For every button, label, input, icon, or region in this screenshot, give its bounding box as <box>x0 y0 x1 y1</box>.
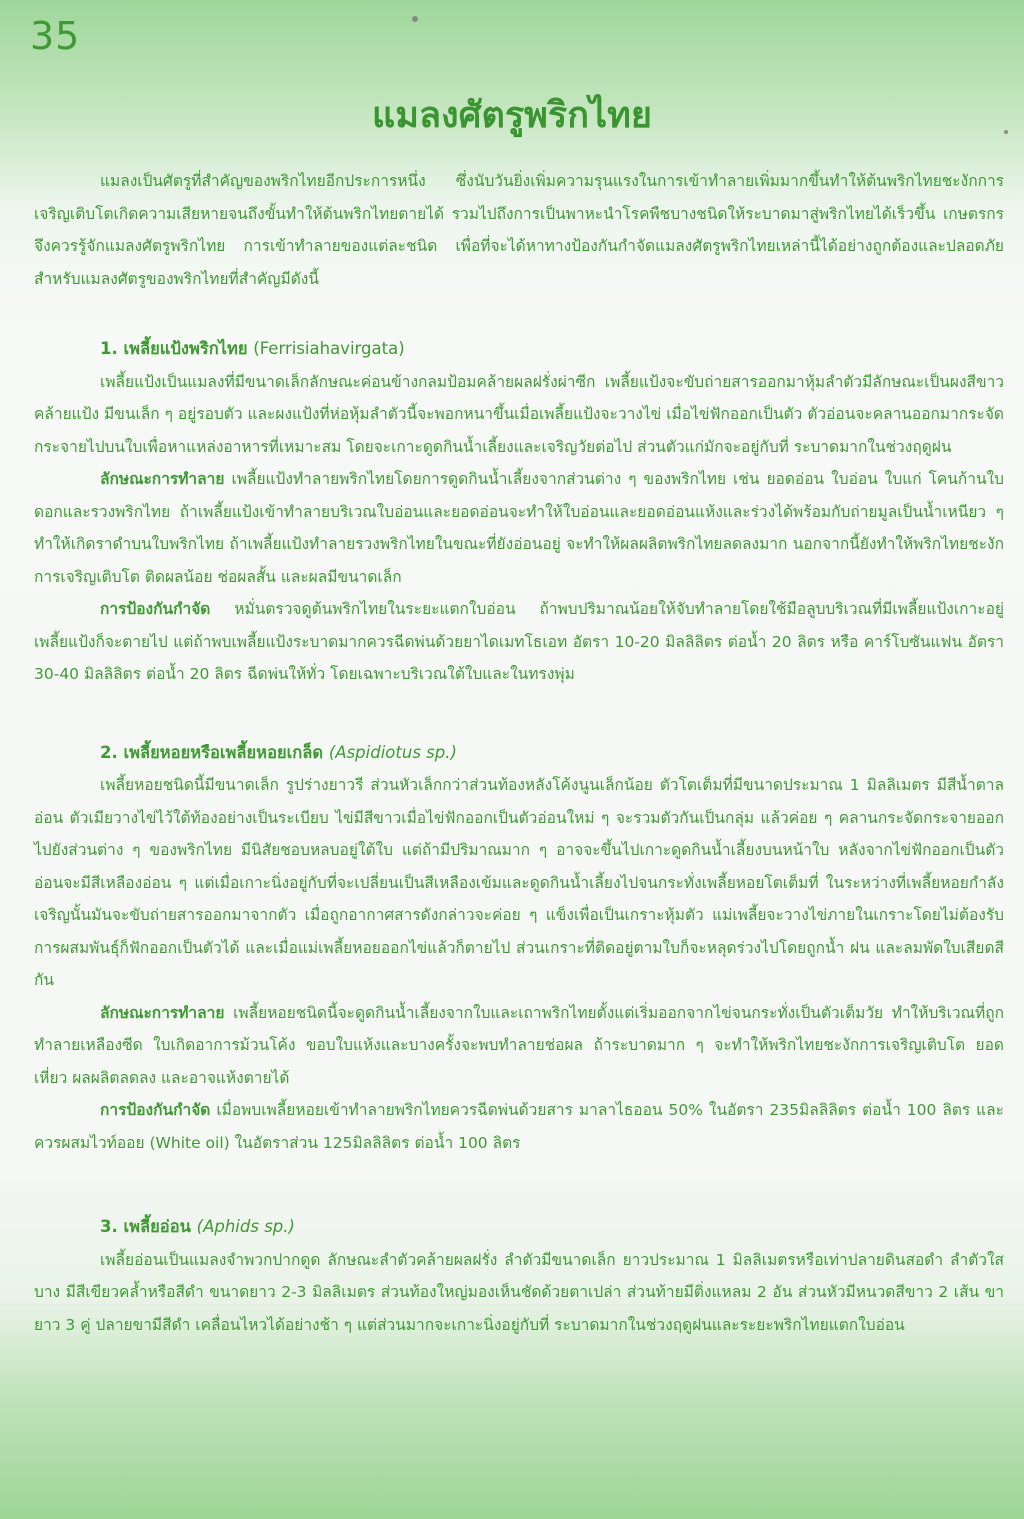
article-body <box>34 165 1004 1341</box>
section-heading-aphid <box>34 1211 1004 1244</box>
control-paragraph <box>34 1094 1004 1159</box>
section-description: เพลี้ยแป้งเป็นแมลงที่มีขนาดเล็กลักษณะค่อนข้างกลมป้อมคล้ายผลฝรั่งผ่าซีก เพลี้ยแป้งจะขับถ่ายสารออกมาหุ้มลำตัวมีลักษณะเป็นผงสีขาวคล้ายแป้ง มีขนเล็ก ๆ อยู่รอบตัว และผงแป้งที่ห่อหุ้มลำตัวนี้จะพอกหนาขึ้นเมื่อเพลี้ยแป้งจะวางไข่ เมื่อไข่ฟักออกเป็นตัว ตัวอ่อนจะคลานออกมากระจัดกระจายไปบนใบเพื่อหาแหล่งอาหารที่เหมาะสม โดยจะเกาะดูดกินน้ำเลี้ยงและเจริญวัยต่อไป ส่วนตัวแก่มักจะอยู่กับที่ ระบาดมากในช่วงฤดูฝน <box>34 372 1004 456</box>
scientific-name: (Aphids sp.) <box>196 1217 295 1236</box>
control-text: เมื่อพบเพลี้ยหอยเข้าทำลายพริกไทยควรฉีดพ่นด้วยสาร มาลาไธออน 50% ในอัตรา 235มิลลิลิตร ต่อน้ำ 100 ลิตร และควรผสมไวท์ออย (White oil) ในอัตราส่วน 125มิลลิลิตร ต่อน้ำ 100 ลิตร <box>34 1101 1004 1152</box>
damage-label: ลักษณะการทำลาย <box>100 470 225 488</box>
page-title: แมลงศัตรูพริกไทย <box>372 95 652 136</box>
section-description: เพลี้ยหอยชนิดนี้มีขนาดเล็ก รูปร่างยาวรี ส่วนหัวเล็กกว่าส่วนท้องหลังโค้งนูนเล็กน้อย ตัวโตเต็มที่มีขนาดประมาณ 1 มิลลิเมตร มีสีน้ำตาลอ่อน ตัวเมียวางไข่ไว้ใต้ท้องอย่างเป็นระเบียบ ไข่มีสีขาวเมื่อไข่ฟักออกเป็นตัวอ่อนใหม่ ๆ จะรวมตัวกันเป็นกลุ่ม แล้วค่อย ๆ คลานกระจัดกระจายออกไปยังส่วนต่าง ๆ ของพริกไทย มีนิสัยชอบหลบอยู่ใต้ใบ แต่ถ้ามีปริมาณมาก ๆ อาจจะขึ้นไปเกาะดูดกินน้ำเลี้ยงบนหน้าใบ หลังจากไข่ฟักออกเป็นตัวอ่อนจะมีสีเหลืองอ่อน ๆ แต่เมื่อเกาะนิ่งอยู่กับที่จะเปลี่ยนเป็นสีเหลืองเข้มและดูดกินน้ำเลี้ยงไปจนกระทั่งเพลี้ยหอยโตเต็มที่ ในระหว่างที่เพลี้ยหอยกำลังเจริญนั้นมันจะขับถ่ายสารออกมาจากตัว เมื่อถูกอากาศสารดังกล่าวจะค่อย ๆ แข็งเพื่อเป็นเกราะหุ้มตัว แม่เพลี้ยจะวางไข่ภายในเกราะโดยไม่ต้องรับการผสมพันธุ์ก็ฟักออกเป็นตัวได้ และเมื่อแม่เพลี้ยหอยออกไข่แล้วก็ตายไป ส่วนเกราะที่ติดอยู่ตามใบก็จะหลุดร่วงไปโดยถูกน้ำ ฝน และลมพัดใบเสียดสีกัน <box>34 776 1004 989</box>
control-label: การป้องกันกำจัด <box>100 1101 211 1119</box>
section-title: 3. เพลี้ยอ่อน <box>100 1217 191 1236</box>
section-title: 2. เพลี้ยหอยหรือเพลี้ยหอยเกล็ด <box>100 742 324 762</box>
section-title: 1. เพลี้ยแป้งพริกไทย <box>100 339 248 358</box>
page-number: 35 <box>30 14 81 58</box>
damage-paragraph <box>34 997 1004 1095</box>
damage-paragraph <box>34 463 1004 593</box>
control-text: หมั่นตรวจดูต้นพริกไทยในระยะแตกใบอ่อน ถ้าพบปริมาณน้อยให้จับทำลายโดยใช้มือลูบบริเวณที่มีเพลี้ยแป้งเกาะอยู่ เพลี้ยแป้งก็จะตายไป แต่ถ้าพบเพลี้ยแป้งระบาดมากควรฉีดพ่นด้วยยาไดเมทโธเอท อัตรา 10-20 มิลลิลิตร ต่อน้ำ 20 ลิตร หรือ คาร์โบซันแฟน อัตรา 30-40 มิลลิลิตร ต่อน้ำ 20 ลิตร ฉีดพ่นให้ทั่ว โดยเฉพาะบริเวณใต้ใบและในทรงพุ่ม <box>34 600 1004 683</box>
control-paragraph <box>34 593 1004 691</box>
section-heading-mealybug <box>34 333 1004 366</box>
damage-label: ลักษณะการทำลาย <box>100 1003 225 1022</box>
damage-text: เพลี้ยหอยชนิดนี้จะดูดกินน้ำเลี้ยงจากใบและเถาพริกไทยตั้งแต่เริ่มออกจากไข่จนกระทั่งเป็นตัวเต็มวัย ทำให้บริเวณที่ถูกทำลายเหลืองซีด ใบเกิดอาการม้วนโค้ง ขอบใบแห้งและบางครั้งจะพบทำลายช่อผล ถ้าระบาดมาก ๆ จะทำให้พริกไทยชะงักการเจริญเติบโต ยอดเหี่ยว ผลผลิตลดลง และอาจแห้งตายได้ <box>34 1003 1004 1087</box>
scan-speck <box>1004 130 1008 134</box>
damage-text: เพลี้ยแป้งทำลายพริกไทยโดยการดูดกินน้ำเลี้ยงจากส่วนต่าง ๆ ของพริกไทย เช่น ยอดอ่อน ใบอ่อน ใบแก่ โคนก้านใบ ดอกและรวงพริกไทย ถ้าเพลี้ยแป้งเข้าทำลายบริเวณใบอ่อนและยอดอ่อนจะทำให้ใบอ่อนและยอดอ่อนแห้งและร่วงได้พร้อมกับถ่ายมูลเป็นน้ำเหนียว ๆ ทำให้เกิดราดำบนใบพริกไทย ถ้าเพลี้ยแป้งทำลายรวงพริกไทยในขณะที่ยังอ่อนอยู่ จะทำให้ผลผลิตพริกไทยลดลงมาก นอกจากนี้ยังทำให้พริกไทยชะงักการเจริญเติบโต ติดผลน้อย ช่อผลสั้น และผลมีขนาดเล็ก <box>34 470 1004 586</box>
scan-speck <box>412 16 418 22</box>
scientific-name: (Aspidiotus sp.) <box>328 742 457 762</box>
section-heading-scale-insect <box>34 737 1004 770</box>
control-label: การป้องกันกำจัด <box>100 600 211 618</box>
intro-paragraph: แมลงเป็นศัตรูที่สำคัญของพริกไทยอีกประการหนึ่ง ซึ่งนับวันยิ่งเพิ่มความรุนแรงในการเข้าทำลายเพิ่มมากขึ้นทำให้ต้นพริกไทยชะงักการเจริญเติบโตเกิดความเสียหายจนถึงขั้นทำให้ต้นพริกไทยตายได้ รวมไปถึงการเป็นพาหะนำโรคพืชบางชนิดให้ระบาดมาสู่พริกไทยได้เร็วขึ้น เกษตรกรจึงควรรู้จักแมลงศัตรูพริกไทย การเข้าทำลายของแต่ละชนิด เพื่อที่จะได้หาทางป้องกันกำจัดแมลงศัตรูพริกไทยเหล่านี้ได้อย่างถูกต้องและปลอดภัย สำหรับแมลงศัตรูของพริกไทยที่สำคัญมีดังนี้ <box>34 172 1004 288</box>
section-description: เพลี้ยอ่อนเป็นแมลงจำพวกปากดูด ลักษณะลำตัวคล้ายผลฝรั่ง ลำตัวมีขนาดเล็ก ยาวประมาณ 1 มิลลิเมตรหรือเท่าปลายดินสอดำ ลำตัวใสบาง มีสีเขียวคล้ำหรือสีดำ ขนาดยาว 2-3 มิลลิเมตร ส่วนท้องใหญ่มองเห็นชัดด้วยตาเปล่า ส่วนท้ายมีติ่งแหลม 2 อัน ส่วนหัวมีหนวดสีขาว 2 เส้น ขายาว 3 คู่ ปลายขามีสีดำ เคลื่อนไหวได้อย่างช้า ๆ แต่ส่วนมากจะเกาะนิ่งอยู่กับที่ ระบาดมากในช่วงฤดูฝนและระยะพริกไทยแตกใบอ่อน <box>34 1250 1004 1334</box>
scientific-name: (Ferrisiahavirgata) <box>253 339 405 358</box>
